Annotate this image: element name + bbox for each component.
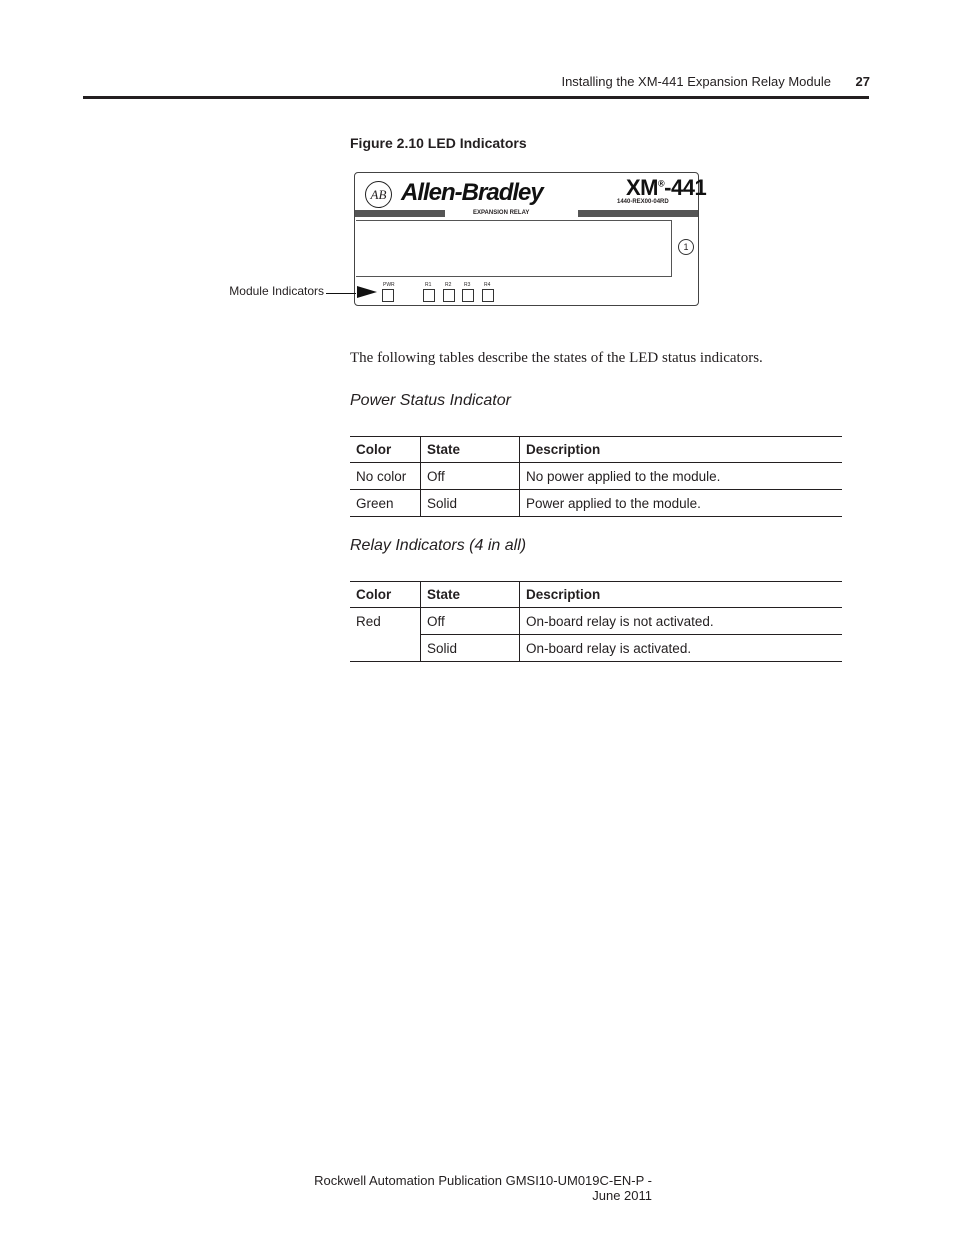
table-cell bbox=[350, 635, 421, 662]
table-header-row bbox=[350, 582, 842, 608]
table-cell: On-board relay is activated. bbox=[520, 635, 843, 662]
led-pwr bbox=[382, 289, 394, 302]
power-status-table bbox=[350, 436, 842, 517]
header-rule bbox=[83, 96, 869, 99]
led-label-r4: R4 bbox=[484, 282, 491, 288]
table-cell: Red bbox=[356, 613, 381, 629]
led-label-r1: R1 bbox=[425, 282, 432, 288]
allen-bradley-logo-icon: AB bbox=[365, 181, 392, 208]
figure-title: Figure 2.10 LED Indicators bbox=[350, 135, 527, 151]
column-header: Description bbox=[520, 582, 843, 608]
table-row bbox=[350, 635, 842, 662]
table-cell: No power applied to the module. bbox=[520, 463, 843, 490]
column-header: Description bbox=[520, 437, 843, 463]
callout-label: Module Indicators bbox=[229, 284, 324, 298]
led-r1 bbox=[423, 289, 435, 302]
table-row bbox=[350, 608, 842, 635]
table-header-row bbox=[350, 437, 842, 463]
arrow-icon bbox=[357, 286, 377, 298]
catalog-number: 1440-REX00-04RD bbox=[617, 199, 669, 205]
latch-icon: 1 bbox=[678, 239, 694, 255]
page-footer: Rockwell Automation Publication GMSI10-UM019C-EN-P - June 2011 bbox=[314, 1173, 652, 1203]
relay-indicators-table bbox=[350, 581, 842, 662]
callout-line bbox=[326, 293, 356, 294]
page-number: 27 bbox=[855, 74, 870, 89]
intro-paragraph: The following tables describe the states of the LED status indicators. bbox=[350, 350, 763, 366]
model-name: XM®-441 bbox=[626, 175, 707, 200]
table-cell: Solid bbox=[421, 635, 520, 662]
table-cell: Off bbox=[421, 608, 520, 635]
led-label-pwr: PWR bbox=[383, 282, 395, 288]
label-window bbox=[356, 220, 672, 277]
column-header: Color bbox=[350, 437, 421, 463]
table-row bbox=[350, 490, 842, 517]
column-header: State bbox=[421, 437, 520, 463]
table-cell: Green bbox=[350, 490, 421, 517]
running-header: Installing the XM-441 Expansion Relay Module bbox=[561, 74, 831, 89]
brand-name: Allen-Bradley bbox=[401, 179, 543, 206]
relay-table-title: Relay Indicators (4 in all) bbox=[350, 537, 527, 554]
led-label-r2: R2 bbox=[445, 282, 452, 288]
led-r2 bbox=[443, 289, 455, 302]
table-cell: Solid bbox=[421, 490, 520, 517]
led-r3 bbox=[462, 289, 474, 302]
table-cell: On-board relay is not activated. bbox=[520, 608, 843, 635]
table-row bbox=[350, 463, 842, 490]
column-header: State bbox=[421, 582, 520, 608]
table-cell: Off bbox=[421, 463, 520, 490]
table-cell: Power applied to the module. bbox=[520, 490, 843, 517]
module-subtitle: EXPANSION RELAY bbox=[473, 210, 530, 216]
led-label-r3: R3 bbox=[464, 282, 471, 288]
module-illustration bbox=[354, 172, 707, 306]
power-table-title: Power Status Indicator bbox=[350, 392, 511, 409]
table-cell: No color bbox=[350, 463, 421, 490]
led-r4 bbox=[482, 289, 494, 302]
column-header: Color bbox=[350, 582, 421, 608]
